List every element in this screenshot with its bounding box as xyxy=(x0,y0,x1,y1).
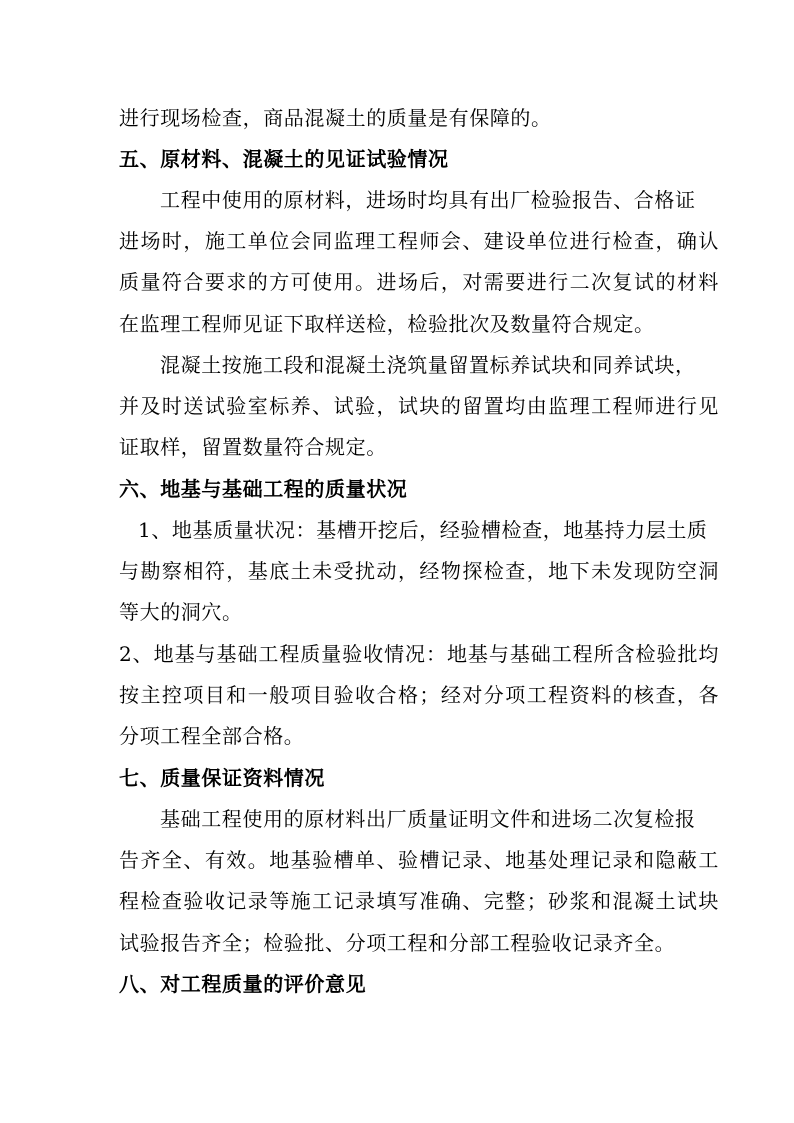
paragraph-line: 1、地基质量状况：基槽开挖后，经验槽检查，地基持力层土质 xyxy=(138,518,708,542)
paragraph-line: 试验报告齐全；检验批、分项工程和分部工程验收记录齐全。 xyxy=(119,931,676,955)
paragraph-line: 在监理工程师见证下取样送检，检验批次及数量符合规定。 xyxy=(119,312,655,336)
section-heading-7: 七、质量保证资料情况 xyxy=(119,766,325,790)
paragraph-line: 与勘察相符，基底土未受扰动，经物探检查，地下未发现防空洞 xyxy=(119,559,719,583)
paragraph-line: 工程中使用的原材料，进场时均具有出厂检验报告、合格证 xyxy=(160,188,696,212)
paragraph-line: 基础工程使用的原材料出厂质量证明文件和进场二次复检报 xyxy=(160,807,696,831)
paragraph-line: 并及时送试验室标养、试验，试块的留置均由监理工程师进行见 xyxy=(119,394,719,418)
section-heading-6: 六、地基与基础工程的质量状况 xyxy=(119,477,408,501)
paragraph-line: 进场时，施工单位会同监理工程师会、建设单位进行检查，确认 xyxy=(119,229,719,253)
body-text-line: 进行现场检查，商品混凝土的质量是有保障的。 xyxy=(119,106,552,130)
paragraph-line: 等大的洞穴。 xyxy=(119,600,243,624)
section-heading-5: 五、原材料、混凝土的见证试验情况 xyxy=(119,147,449,171)
paragraph-line: 混凝土按施工段和混凝土浇筑量留置标养试块和同养试块， xyxy=(160,353,696,377)
paragraph-line: 2、地基与基础工程质量验收情况：地基与基础工程所含检验批均 xyxy=(119,642,719,666)
paragraph-line: 程检查验收记录等施工记录填写准确、完整；砂浆和混凝土试块 xyxy=(119,889,719,913)
section-heading-8: 八、对工程质量的评价意见 xyxy=(119,972,367,996)
paragraph-line: 证取样，留置数量符合规定。 xyxy=(119,435,387,459)
paragraph-line: 按主控项目和一般项目验收合格；经对分项工程资料的核查，各 xyxy=(119,683,719,707)
paragraph-line: 质量符合要求的方可使用。进场后，对需要进行二次复试的材料 xyxy=(119,270,719,294)
paragraph-line: 分项工程全部合格。 xyxy=(119,724,305,748)
paragraph-line: 告齐全、有效。地基验槽单、验槽记录、地基处理记录和隐蔽工 xyxy=(119,848,719,872)
